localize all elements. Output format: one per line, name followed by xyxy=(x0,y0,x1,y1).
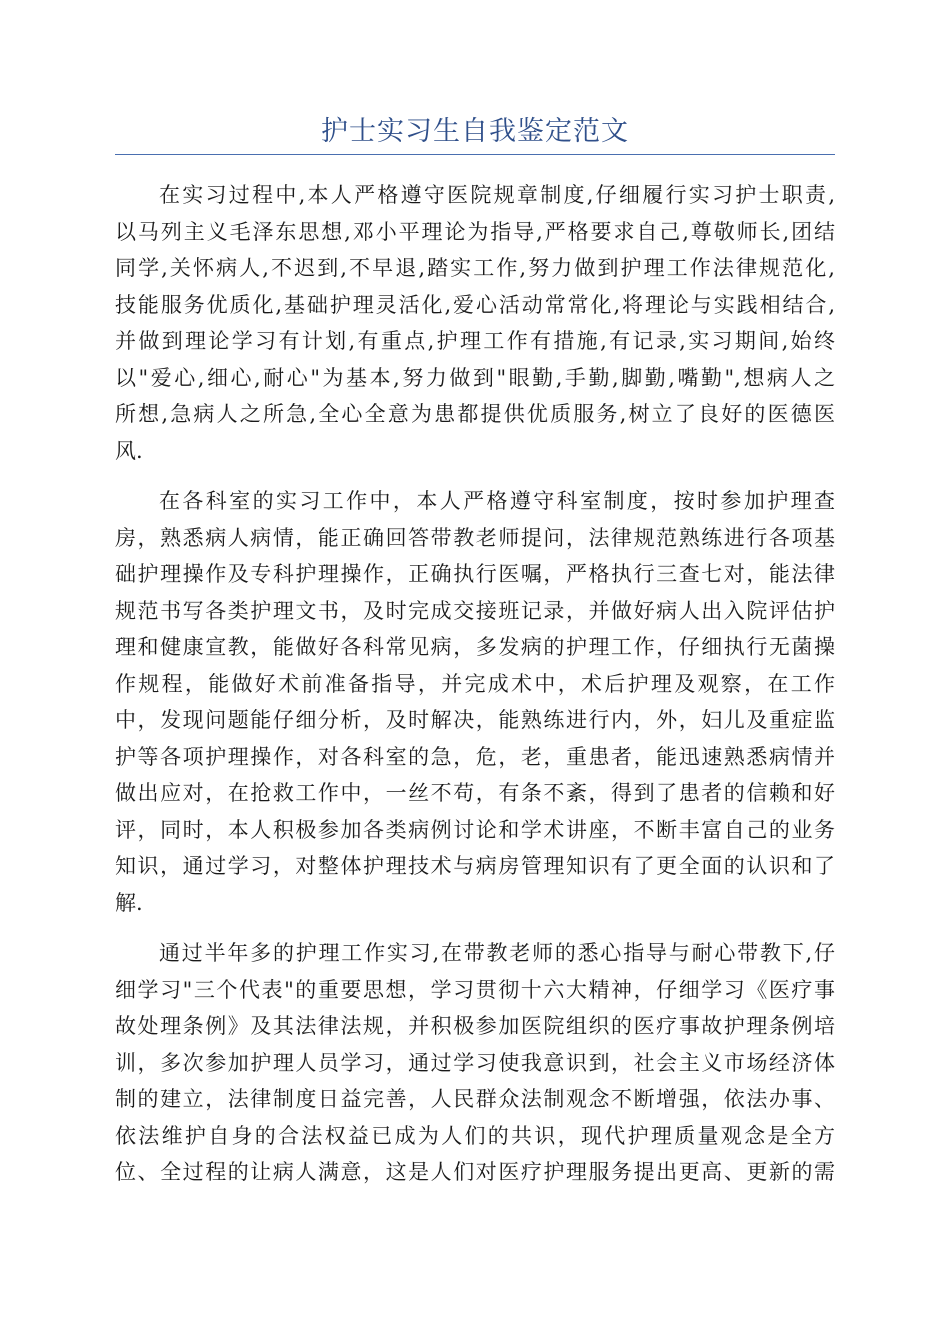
paragraph-line: 中，发现问题能仔细分析，及时解决，能熟练进行内，外，妇儿及重症监 xyxy=(115,708,835,732)
paragraph-line: 理和健康宣教，能做好各科常见病，多发病的护理工作，仔细执行无菌操 xyxy=(115,635,835,659)
paragraph xyxy=(115,935,835,1191)
paragraph-line: 做出应对，在抢救工作中，一丝不苟，有条不紊，得到了患者的信赖和好 xyxy=(115,781,835,805)
paragraph-line: 故处理条例》及其法律法规，并积极参加医院组织的医疗事故护理条例培 xyxy=(115,1014,835,1038)
paragraph-line: 所想,急病人之所急,全心全意为患都提供优质服务,树立了良好的医德医 xyxy=(115,402,835,426)
paragraph-line: 房，熟悉病人病情，能正确回答带教老师提问，法律规范熟练进行各项基 xyxy=(115,525,835,550)
paragraph xyxy=(115,177,835,469)
document-title: 护士实习生自我鉴定范文 xyxy=(321,116,629,147)
paragraph-line: 同学,关怀病人,不迟到,不早退,踏实工作,努力做到护理工作法律规范化, xyxy=(115,256,835,280)
paragraph-line: 制的建立，法律制度日益完善，人民群众法制观念不断增强，依法办事、 xyxy=(115,1087,835,1111)
paragraph-line: 位、全过程的让病人满意，这是人们对医疗护理服务提出更高、更新的需 xyxy=(115,1160,835,1184)
document-body xyxy=(115,177,835,1205)
paragraph-line: 并做到理论学习有计划,有重点,护理工作有措施,有记录,实习期间,始终 xyxy=(115,329,835,353)
paragraph-line: 础护理操作及专科护理操作，正确执行医嘱，严格执行三查七对，能法律 xyxy=(115,562,835,586)
paragraph-line: 规范书写各类护理文书，及时完成交接班记录，并做好病人出入院评估护 xyxy=(115,598,835,623)
paragraph-line: 评，同时，本人积极参加各类病例讨论和学术讲座，不断丰富自己的业务 xyxy=(115,817,835,842)
paragraph-line: 细学习"三个代表"的重要思想，学习贯彻十六大精神，仔细学习《医疗事 xyxy=(115,977,835,1002)
paragraph-line: 风. xyxy=(115,438,143,463)
paragraph xyxy=(115,483,835,921)
paragraph-line: 在各科室的实习工作中，本人严格遵守科室制度，按时参加护理查 xyxy=(159,489,835,513)
title-underline xyxy=(115,154,835,155)
paragraph-line: 技能服务优质化,基础护理灵活化,爱心活动常常化,将理论与实践相结合, xyxy=(115,292,835,317)
paragraph-line: 作规程，能做好术前准备指导，并完成术中，术后护理及观察，在工作 xyxy=(115,671,835,696)
paragraph-line: 知识，通过学习，对整体护理技术与病房管理知识有了更全面的认识和了 xyxy=(115,854,835,878)
paragraph-line: 护等各项护理操作，对各科室的急，危，老，重患者，能迅速熟悉病情并 xyxy=(115,744,835,769)
paragraph-line: 在实习过程中,本人严格遵守医院规章制度,仔细履行实习护士职责, xyxy=(159,183,835,207)
paragraph-line: 依法维护自身的合法权益已成为人们的共识，现代护理质量观念是全方 xyxy=(115,1123,835,1148)
paragraph-line: 解. xyxy=(115,890,143,915)
paragraph-line: 以"爱心,细心,耐心"为基本,努力做到"眼勤,手勤,脚勤,嘴勤",想病人之 xyxy=(115,365,835,390)
paragraph-line: 训，多次参加护理人员学习，通过学习使我意识到，社会主义市场经济体 xyxy=(115,1050,835,1075)
paragraph-line: 以马列主义毛泽东思想,邓小平理论为指导,严格要求自己,尊敬师长,团结 xyxy=(115,219,835,244)
paragraph-line: 通过半年多的护理工作实习,在带教老师的悉心指导与耐心带教下,仔 xyxy=(159,941,835,965)
